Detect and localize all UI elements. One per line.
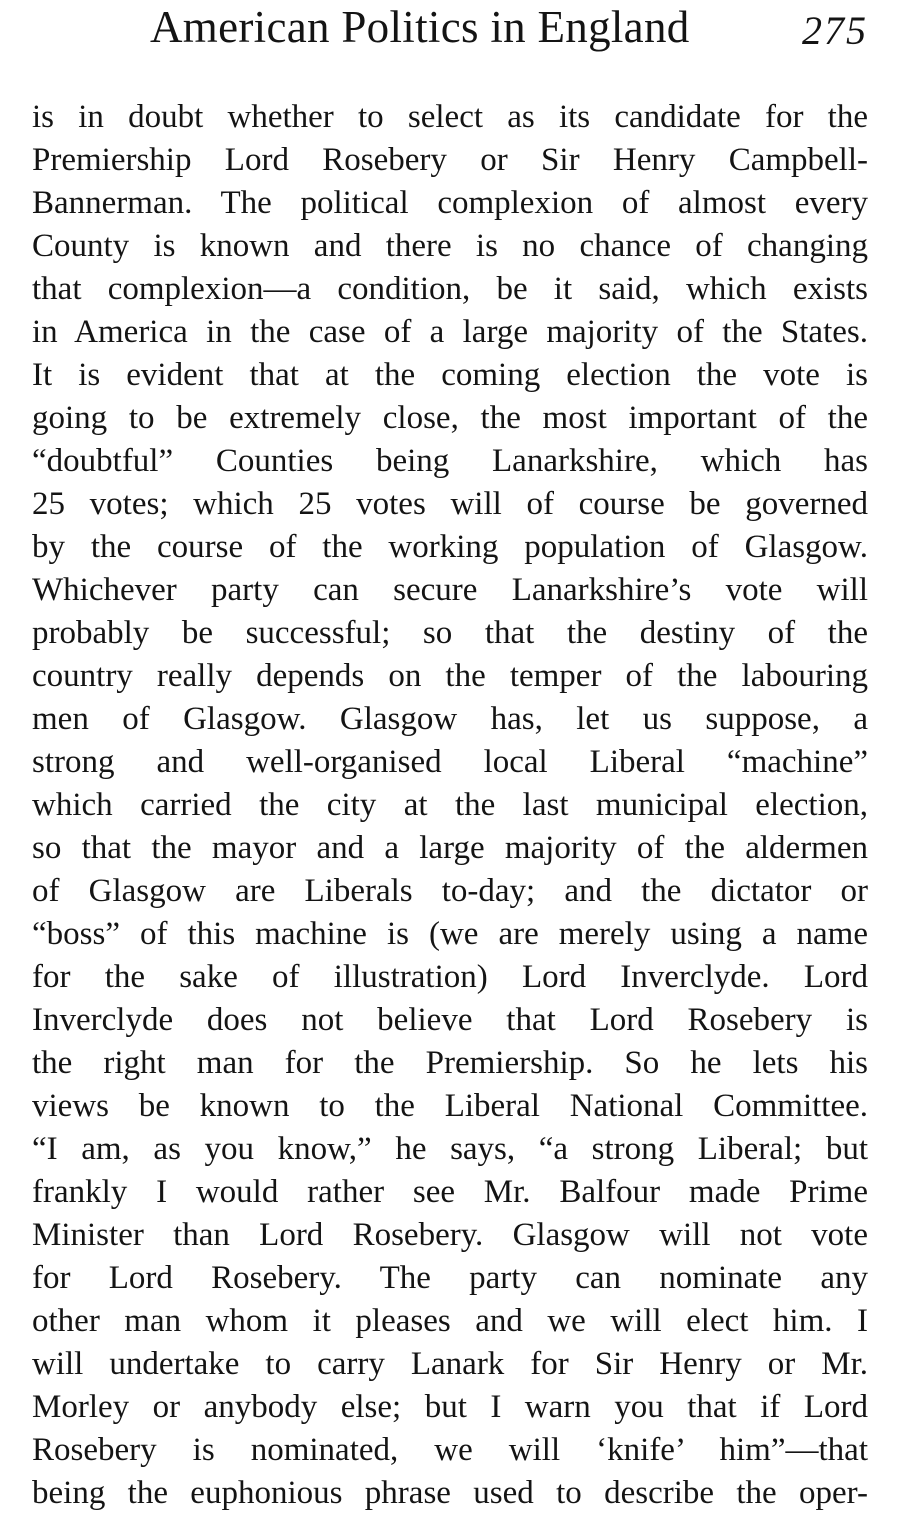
text-line: “boss” of this machine is (we are merely using a name xyxy=(32,916,868,952)
running-head-title: American Politics in England xyxy=(150,2,690,52)
text-line: for Lord Rosebery. The party can nominate any xyxy=(32,1260,868,1296)
text-line: will undertake to carry Lanark for Sir Henry or Mr. xyxy=(32,1346,868,1382)
text-line: It is evident that at the coming election the vote is xyxy=(32,357,868,393)
text-line: Minister than Lord Rosebery. Glasgow will not vote xyxy=(32,1217,868,1253)
text-line: so that the mayor and a large majority of the aldermen xyxy=(32,830,868,866)
text-line: Inverclyde does not believe that Lord Rosebery is xyxy=(32,1002,868,1038)
text-line: “doubtful” Counties being Lanarkshire, which has xyxy=(32,443,868,479)
text-line: which carried the city at the last municipal election, xyxy=(32,787,868,823)
text-line: strong and well-organised local Liberal “machine” xyxy=(32,744,868,780)
text-line: by the course of the working population of Glasgow. xyxy=(32,529,868,565)
text-line: men of Glasgow. Glasgow has, let us suppose, a xyxy=(32,701,868,737)
text-line: the right man for the Premiership. So he lets his xyxy=(32,1045,868,1081)
text-line: of Glasgow are Liberals to-day; and the dictator or xyxy=(32,873,868,909)
page-number: 275 xyxy=(802,8,868,53)
running-head xyxy=(0,0,903,60)
text-line: being the euphonious phrase used to describe the oper- xyxy=(32,1475,868,1511)
text-line: Rosebery is nominated, we will ‘knife’ him”—that xyxy=(32,1432,868,1468)
text-line: for the sake of illustration) Lord Inverclyde. Lord xyxy=(32,959,868,995)
text-line: 25 votes; which 25 votes will of course be governed xyxy=(32,486,868,522)
text-line: going to be extremely close, the most important of the xyxy=(32,400,868,436)
text-line: other man whom it pleases and we will elect him. I xyxy=(32,1303,868,1339)
text-line: probably be successful; so that the destiny of the xyxy=(32,615,868,651)
text-line: views be known to the Liberal National Committee. xyxy=(32,1088,868,1124)
text-line: Whichever party can secure Lanarkshire’s vote will xyxy=(32,572,868,608)
text-line: frankly I would rather see Mr. Balfour made Prime xyxy=(32,1174,868,1210)
text-line: Premiership Lord Rosebery or Sir Henry Campbell- xyxy=(32,142,868,178)
text-line: country really depends on the temper of the labouring xyxy=(32,658,868,694)
body-paragraph xyxy=(32,96,868,1515)
text-line: is in doubt whether to select as its candidate for the xyxy=(32,99,868,135)
text-line: that complexion—a condition, be it said, which exists xyxy=(32,271,868,307)
text-line: Bannerman. The political complexion of almost every xyxy=(32,185,868,221)
text-line: “I am, as you know,” he says, “a strong Liberal; but xyxy=(32,1131,868,1167)
text-line: in America in the case of a large majority of the States. xyxy=(32,314,868,350)
text-line: County is known and there is no chance of changing xyxy=(32,228,868,264)
text-line: Morley or anybody else; but I warn you that if Lord xyxy=(32,1389,868,1425)
